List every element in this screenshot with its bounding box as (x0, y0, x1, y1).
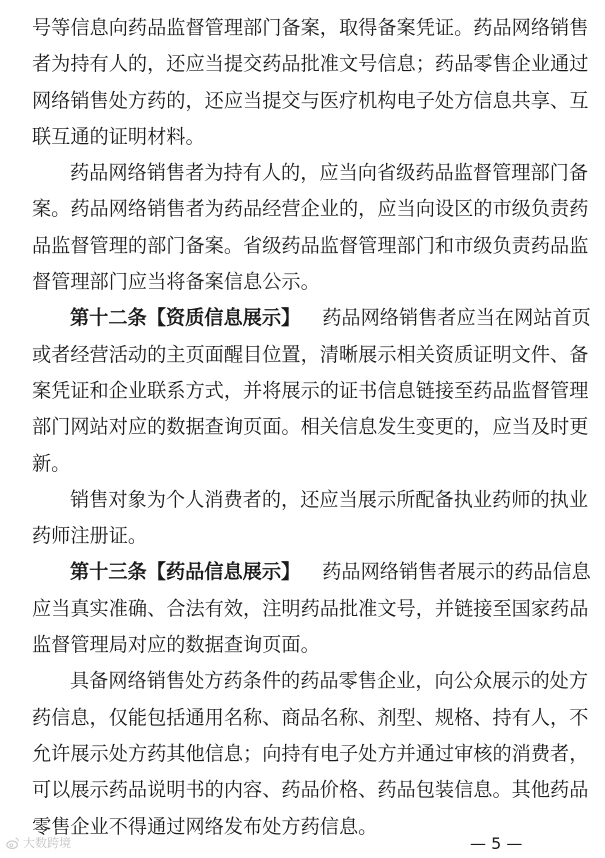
text-line: 联互通的证明材料。 (32, 124, 205, 148)
article-text: 药品网络销售者应当在网站首页 (322, 306, 591, 330)
text-line: 销售对象为个人消费者的，还应当展示所配备执业药师的执业 (70, 487, 589, 511)
text-line: 具备网络销售处方药条件的药品零售企业，向公众展示的处方 (70, 669, 589, 693)
article-first-line (32, 300, 591, 336)
text-line: 应当真实准确、合法有效，注明药品批准文号，并链接至国家药品 (32, 596, 589, 620)
text-line: 新。 (32, 451, 71, 475)
text-line: 部门网站对应的数据查询页面。相关信息发生变更的，应当及时更 (32, 415, 589, 439)
article-13 (32, 554, 591, 663)
text-line: 案。药品网络销售者为药品经营企业的，应当向设区的市级负责药 (32, 197, 589, 221)
weibo-logo-icon (6, 836, 20, 850)
paragraph-filing-continuation (32, 10, 589, 155)
text-line: 药品网络销售者为持有人的，应当向省级药品监督管理部门备 (70, 161, 589, 185)
text-line: 允许展示处方药其他信息；向持有电子处方并通过审核的消费者， (32, 741, 589, 765)
text-line: 网络销售处方药的，还应当提交与医疗机构电子处方信息共享、互 (32, 88, 589, 112)
text-line: 品监督管理的部门备案。省级药品监督管理部门和市级负责药品监 (32, 233, 589, 257)
text-line: 零售企业不得通过网络发布处方药信息。 (32, 814, 378, 838)
watermark (6, 834, 71, 851)
text-line: 药师注册证。 (32, 524, 148, 548)
text-line: 监督管理局对应的数据查询页面。 (32, 633, 320, 657)
article-heading: 第十三条【药品信息展示】 (70, 560, 301, 584)
text-line: 者为持有人的，还应当提交药品批准文号信息；药品零售企业通过 (32, 52, 589, 76)
text-line: 药信息，仅能包括通用名称、商品名称、剂型、规格、持有人，不 (32, 705, 589, 729)
article-heading: 第十二条【资质信息展示】 (70, 306, 301, 330)
article-12 (32, 300, 591, 481)
article-first-line (32, 554, 591, 590)
paragraph-prescription-info (32, 663, 589, 844)
document-page (32, 10, 591, 845)
text-line: 可以展示药品说明书的内容、药品价格、药品包装信息。其他药品 (32, 778, 589, 802)
page-number: — 5 — (470, 834, 523, 853)
paragraph-pharmacist-certificate (32, 482, 589, 555)
text-line: 督管理部门应当将备案信息公示。 (32, 270, 320, 294)
watermark-text: 大数跨境 (23, 836, 72, 850)
paragraph-filing-authority (32, 155, 589, 300)
text-line: 或者经营活动的主页面醒目位置，清晰展示相关资质证明文件、备 (32, 342, 589, 366)
text-line: 案凭证和企业联系方式，并将展示的证书信息链接至药品监督管理 (32, 378, 589, 402)
text-line: 号等信息向药品监督管理部门备案，取得备案凭证。药品网络销售 (32, 16, 589, 39)
article-text: 药品网络销售者展示的药品信息 (322, 560, 591, 584)
